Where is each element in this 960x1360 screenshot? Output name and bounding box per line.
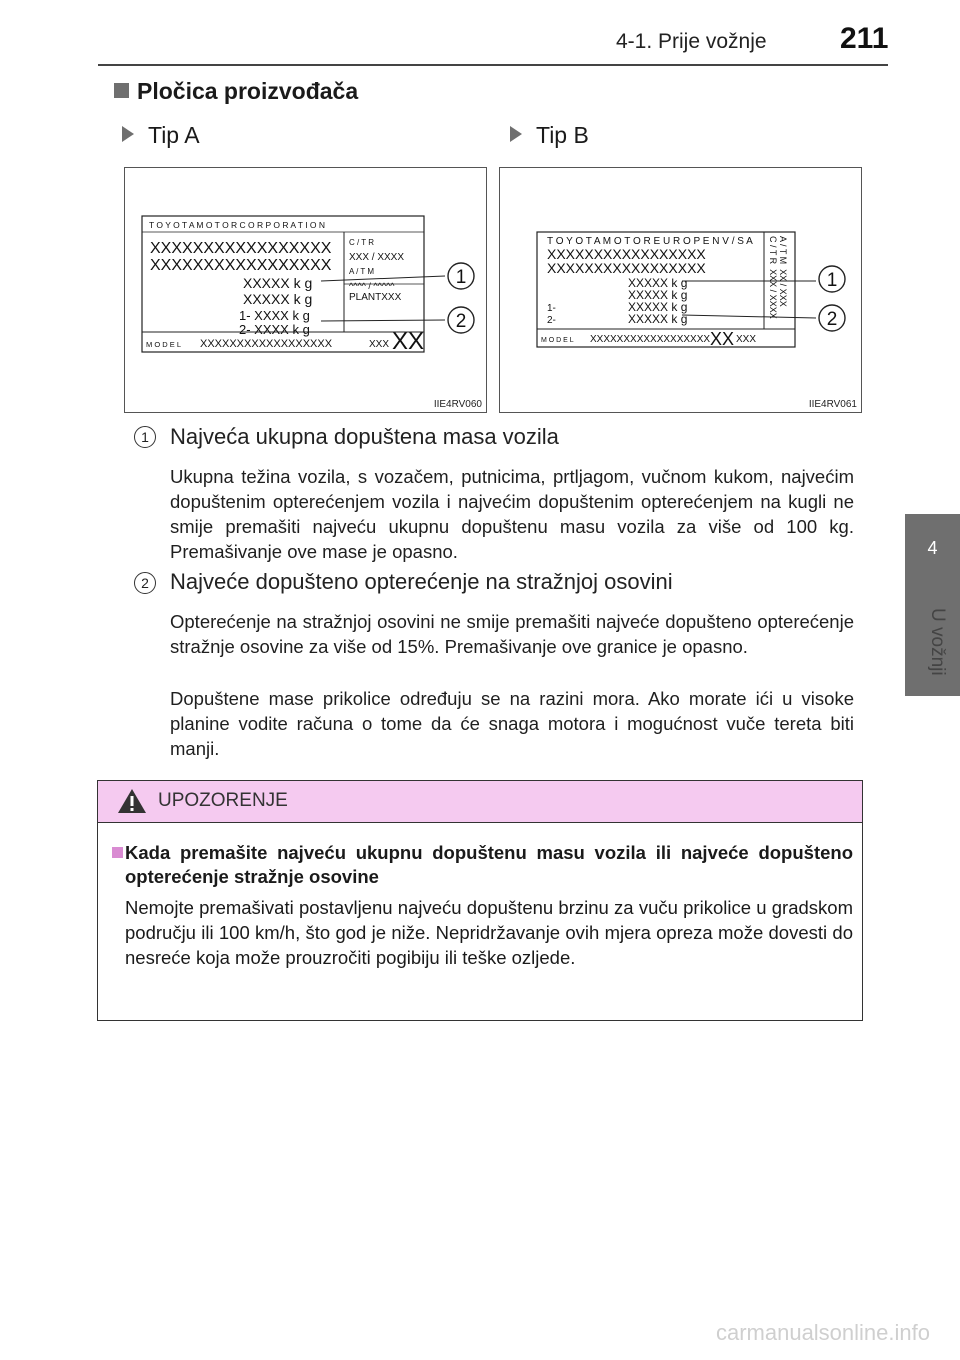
plate-a-line1: XXXXXXXXXXXXXXXXX — [150, 240, 332, 257]
plate-a-line2: XXXXXXXXXXXXXXXXX — [150, 257, 332, 274]
plate-b-line1: XXXXXXXXXXXXXXXXX — [547, 246, 706, 262]
section-heading-text: Pločica proizvođača — [137, 78, 359, 104]
plate-b-axle1-prefix: 1- — [547, 303, 556, 314]
warning-square-bullet-icon — [112, 847, 123, 858]
plate-a-axle1: 1- XXXX k g — [239, 308, 310, 323]
chapter-tab-label: U vožnji — [927, 608, 948, 676]
triangle-bullet-icon — [510, 126, 522, 142]
plate-b-axle1: XXXXX k g — [628, 300, 688, 314]
svg-text:A / T M XX / XXX: A / T M XX / XXX — [778, 236, 788, 307]
item-2-paragraph-1: Opterećenje na stražnjoj osovini ne smije premašiti najveće dopušteno opterećenje stražnje osovine za više od 15%. Premašivanje ove granice je opasno. — [170, 611, 854, 657]
plate-b-axle2: XXXXX k g — [628, 312, 688, 326]
plate-b-model-suffix: XXX — [736, 334, 757, 345]
item-1-title: Najveća ukupna dopuštena masa vozila — [170, 424, 559, 449]
plate-a-corp: T O Y O T A M O T O R C O R P O R A T I O N — [149, 220, 326, 230]
tip-b-label — [510, 122, 589, 149]
plate-b-model-value: XXXXXXXXXXXXXXXXXX — [590, 334, 711, 345]
warning-body: Nemojte premašivati postavljenu najveću dopuštenu brzinu za vuču prikolice u gradskom području ili 100 km/h, što god je niže. Nepridržavanje ovih mjera opreza može dovesti do nesreće koja može prouzročiti pogibiju ili teške ozljede. — [125, 897, 853, 968]
callout-1-number: 1 — [826, 270, 838, 291]
plate-a-model-label: M O D E L — [146, 340, 182, 349]
figure-a-code: IIE4RV060 — [433, 399, 482, 410]
plate-b-axle2-prefix: 2- — [547, 315, 556, 326]
square-bullet-icon — [114, 83, 129, 98]
watermark: carmanualsonline.info — [715, 1320, 930, 1345]
plate-a-ctr: C / T R — [349, 238, 375, 247]
page-number: 211 — [840, 22, 889, 55]
header-rule — [98, 64, 888, 66]
plate-a-model-value: XXXXXXXXXXXXXXXXXX — [200, 338, 333, 350]
item-2-paragraph-2: Dopuštene mase prikolice određuju se na razini mora. Ako morate ići u visoke planine vodite računa o tome da će snaga motora i mogućnost vuče tereta biti manji. — [170, 688, 854, 759]
section-heading — [114, 78, 358, 105]
plate-b-model-big: XX — [710, 329, 735, 349]
plate-a-model-suffix: XXX — [369, 339, 390, 350]
figure-type-a — [124, 167, 487, 413]
plate-b-line2: XXXXXXXXXXXXXXXXX — [547, 260, 706, 276]
plate-b-mass1: XXXXX k g — [628, 276, 688, 290]
plate-a-axle2: 2- XXXX k g — [239, 322, 310, 337]
callout-1-number: 1 — [455, 267, 467, 288]
callout-2-number: 2 — [455, 311, 467, 332]
item-2-title: Najveće dopušteno opterećenje na stražnjoj osovini — [170, 569, 673, 594]
warning-box — [97, 780, 863, 1021]
triangle-bullet-icon — [122, 126, 134, 142]
plate-a-plant: PLANTXXX — [349, 292, 402, 303]
svg-text:C / T R XXX / XXXX: C / T R XXX / XXXX — [768, 236, 778, 319]
plate-a-mass1: XXXXX k g — [243, 275, 313, 291]
item-2-number: 2 — [134, 572, 156, 594]
plate-b-corp: T O Y O T A M O T O R E U R O P E N V / S A — [547, 236, 753, 247]
plate-a-atm: A / T M — [349, 267, 375, 276]
tip-b-text: Tip B — [536, 122, 589, 148]
plate-a-model-big: XX — [392, 328, 425, 355]
chapter-tab-number: 4 — [927, 538, 938, 558]
item-1-number: 1 — [134, 426, 156, 448]
plate-a-ctr-value: XXX / XXXX — [349, 252, 405, 263]
warning-triangle-icon — [116, 787, 148, 815]
plate-b-model-label: M O D E L — [541, 337, 574, 344]
figure-type-b — [499, 167, 862, 413]
header-section-title: 4-1. Prije vožnje — [616, 30, 767, 53]
warning-subheading: Kada premašite najveću ukupnu dopuštenu masu vozila ili najveće dopušteno opterećenje stražnje osovine — [125, 842, 853, 887]
tip-a-text: Tip A — [148, 122, 200, 148]
plate-a-mass2: XXXXX k g — [243, 291, 313, 307]
warning-title: UPOZORENJE — [158, 790, 288, 811]
plate-a-atm-value: ^^^^ / ^^^^^ — [349, 281, 395, 291]
tip-a-label — [122, 122, 200, 149]
item-1-paragraph: Ukupna težina vozila, s vozačem, putnicima, prtljagom, vučnom kukom, najvećim dopuštenim opterećenjem vozila i najvećim dopuštenim opterećenjem na kugli ne smije premašiti najveću ukupnu dopuštenu masu vozila za više od 100 kg. Premašivanje ove mase je opasno. — [170, 466, 854, 562]
figure-b-code: IIE4RV061 — [808, 399, 857, 410]
callout-2-number: 2 — [826, 309, 838, 330]
warning-header — [98, 781, 862, 823]
plate-b-mass2: XXXXX k g — [628, 288, 688, 302]
